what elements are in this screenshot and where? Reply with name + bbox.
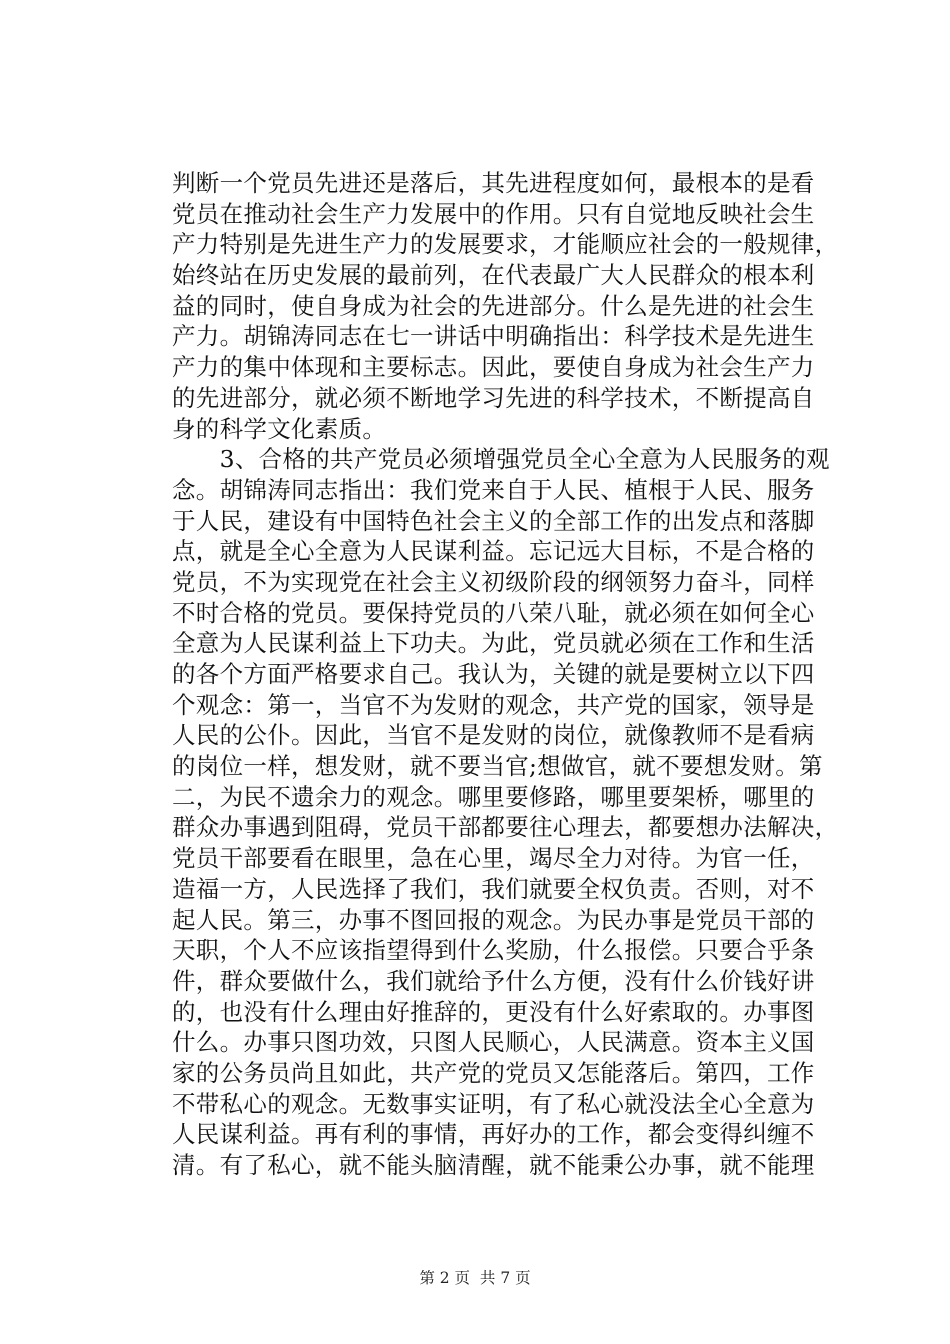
text-line: 个观念：第一，当官不为发财的观念，共产党的国家，领导是: [172, 690, 815, 719]
text-line: 二，为民不遗余力的观念。哪里要修路，哪里要架桥，哪里的: [172, 782, 815, 811]
text-line: 念。胡锦涛同志指出：我们党来自于人民、植根于人民、服务: [172, 475, 815, 504]
text-line: 产力。胡锦涛同志在七一讲话中明确指出：科学技术是先进生: [172, 322, 815, 351]
text-line: 群众办事遇到阻碍，党员干部都要往心理去，都要想办法解决，: [172, 813, 839, 842]
text-line: 清。有了私心，就不能头脑清醒，就不能秉公办事，就不能理: [172, 1151, 815, 1179]
text-line: 党员干部要看在眼里，急在心里，竭尽全力对待。为官一任，: [172, 844, 815, 873]
text-line: 判断一个党员先进还是落后，其先进程度如何，最根本的是看: [172, 169, 815, 197]
text-line: 身的科学文化素质。: [172, 414, 387, 443]
text-line: 不带私心的观念。无数事实证明，有了私心就没法全心全意为: [172, 1089, 815, 1118]
text-line: 党员，不为实现党在社会主义初级阶段的纲领努力奋斗，同样: [172, 567, 815, 596]
text-line: 家的公务员尚且如此，共产党的党员又怎能落后。第四，工作: [172, 1058, 815, 1087]
body-text: [172, 168, 839, 1181]
text-line: 产力特别是先进生产力的发展要求，才能顺应社会的一般规律，: [172, 230, 839, 259]
text-line: 于人民，建设有中国特色社会主义的全部工作的出发点和落脚: [172, 506, 815, 535]
text-line: 始终站在历史发展的最前列，在代表最广大人民群众的根本利: [172, 261, 815, 290]
text-line: 不时合格的党员。要保持党员的八荣八耻，就必须在如何全心: [172, 598, 815, 627]
page-number: 第 2 页 共 7 页: [419, 1269, 531, 1287]
text-line: 什么。办事只图功效，只图人民顺心，人民满意。资本主义国: [172, 1028, 815, 1057]
page-footer: [0, 1267, 950, 1289]
text-line: 的各个方面严格要求自己。我认为，关键的就是要树立以下四: [172, 660, 815, 688]
text-line: 件，群众要做什么，我们就给予什么方便，没有什么价钱好讲: [172, 966, 815, 995]
text-line: 的先进部分，就必须不断地学习先进的科学技术，不断提高自: [172, 383, 815, 412]
text-line: 人民谋利益。再有利的事情，再好办的工作，都会变得纠缠不: [172, 1120, 815, 1149]
text-line: 的，也没有什么理由好推辞的，更没有什么好索取的。办事图: [172, 997, 815, 1026]
text-line: 点，就是全心全意为人民谋利益。忘记远大目标，不是合格的: [172, 537, 815, 566]
text-line: 天职，个人不应该指望得到什么奖励，什么报偿。只要合乎条: [172, 936, 815, 965]
text-line: 产力的集中体现和主要标志。因此，要使自身成为社会生产力: [172, 353, 815, 382]
text-line: 全意为人民谋利益上下功夫。为此，党员就必须在工作和生活: [172, 629, 815, 658]
text-line: 3、合格的共产党员必须增强党员全心全意为人民服务的观: [172, 445, 830, 474]
text-line: 起人民。第三，办事不图回报的观念。为民办事是党员干部的: [172, 905, 815, 934]
text-line: 的岗位一样，想发财，就不要当官;想做官，就不要想发财。第: [172, 752, 823, 781]
text-line: 党员在推动社会生产力发展中的作用。只有自觉地反映社会生: [172, 199, 815, 228]
text-line: 人民的公仆。因此，当官不是发财的岗位，就像教师不是看病: [172, 721, 815, 750]
text-line: 造福一方，人民选择了我们，我们就要全权负责。否则，对不: [172, 874, 815, 903]
text-line: 益的同时，使自身成为社会的先进部分。什么是先进的社会生: [172, 291, 815, 320]
